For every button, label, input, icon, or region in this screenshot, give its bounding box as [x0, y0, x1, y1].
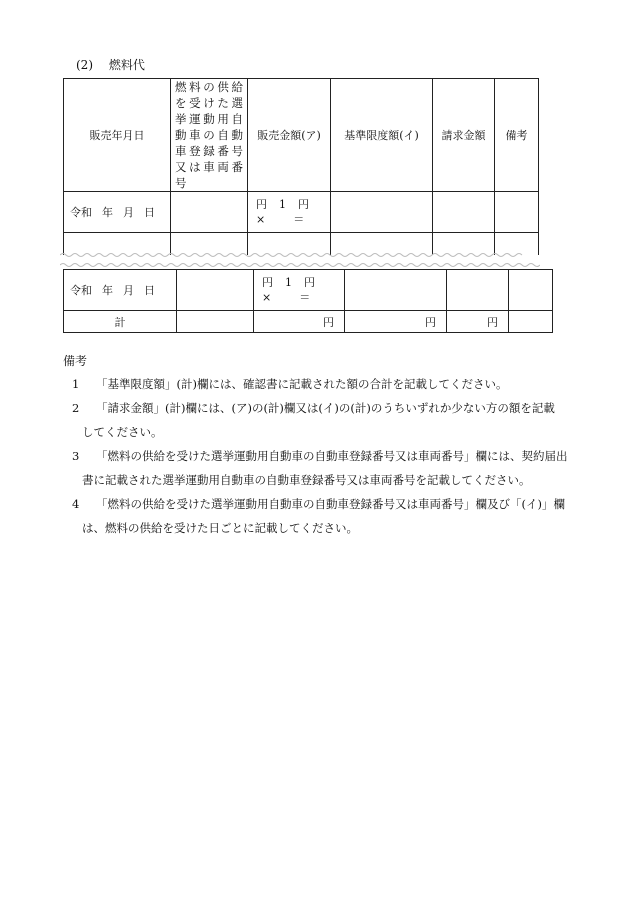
fuel-cost-table-bottom — [63, 269, 553, 333]
total-request-yen: 円 — [447, 311, 509, 333]
list-item: 1 「基準限度額」(計)欄には、確認書に記載された額の合計を記載してください。 — [72, 377, 508, 391]
table-row — [64, 270, 553, 311]
date-cell: 令和 年 月 日 — [64, 270, 177, 311]
header-remarks: 備考 — [495, 79, 539, 192]
list-item: 2 「請求金額」(計)欄には、(ア)の(計)欄又は(イ)の(計)のうちいずれか少ない方の額を記載 してください。 — [72, 401, 555, 439]
sales-calc-cell: 円 1 円 × ＝ — [248, 192, 331, 233]
table-header-row — [64, 79, 539, 192]
request-amount-cell — [433, 192, 495, 233]
base-limit-cell — [331, 192, 433, 233]
omission-wave — [60, 250, 540, 270]
section-heading — [76, 56, 145, 73]
list-item: 3 「燃料の供給を受けた選挙運動用自動車の自動車登録番号又は車両番号」欄には、契約届出 書に記載された選挙運動用自動車の自動車登録番号又は車両番号を記載してください。 — [72, 449, 568, 487]
total-sales-yen: 円 — [254, 311, 345, 333]
list-item: 4 「燃料の供給を受けた選挙運動用自動車の自動車登録番号又は車両番号」欄及び「(イ)」欄 は、燃料の供給を受けた日ごとに記載してください。 — [72, 497, 565, 535]
total-row — [64, 311, 553, 333]
header-registration: 燃料の供給を受けた選挙運動用自動車の自動車登録番号又は車両番号 — [171, 79, 248, 192]
table-row — [64, 192, 539, 233]
total-remarks-cell — [509, 311, 553, 333]
sales-calc-cell: 円 1 円 × ＝ — [254, 270, 345, 311]
remarks-title: 備考 — [63, 354, 88, 368]
registration-cell — [177, 270, 254, 311]
request-amount-cell — [447, 270, 509, 311]
header-sales-amount: 販売金額(ア) — [248, 79, 331, 192]
total-label: 計 — [64, 311, 177, 333]
registration-cell — [171, 192, 248, 233]
header-date: 販売年月日 — [64, 79, 171, 192]
total-registration-cell — [177, 311, 254, 333]
remarks-cell — [495, 192, 539, 233]
date-cell: 令和 年 月 日 — [64, 192, 171, 233]
remarks-cell — [509, 270, 553, 311]
fuel-cost-table-top — [63, 78, 539, 255]
header-request-amount: 請求金額 — [433, 79, 495, 192]
base-limit-cell — [345, 270, 447, 311]
header-base-limit: 基準限度額(イ) — [331, 79, 433, 192]
section-number: (2) — [76, 58, 93, 72]
remarks-list — [72, 372, 572, 540]
total-base-limit-yen: 円 — [345, 311, 447, 333]
section-title: 燃料代 — [108, 58, 145, 72]
